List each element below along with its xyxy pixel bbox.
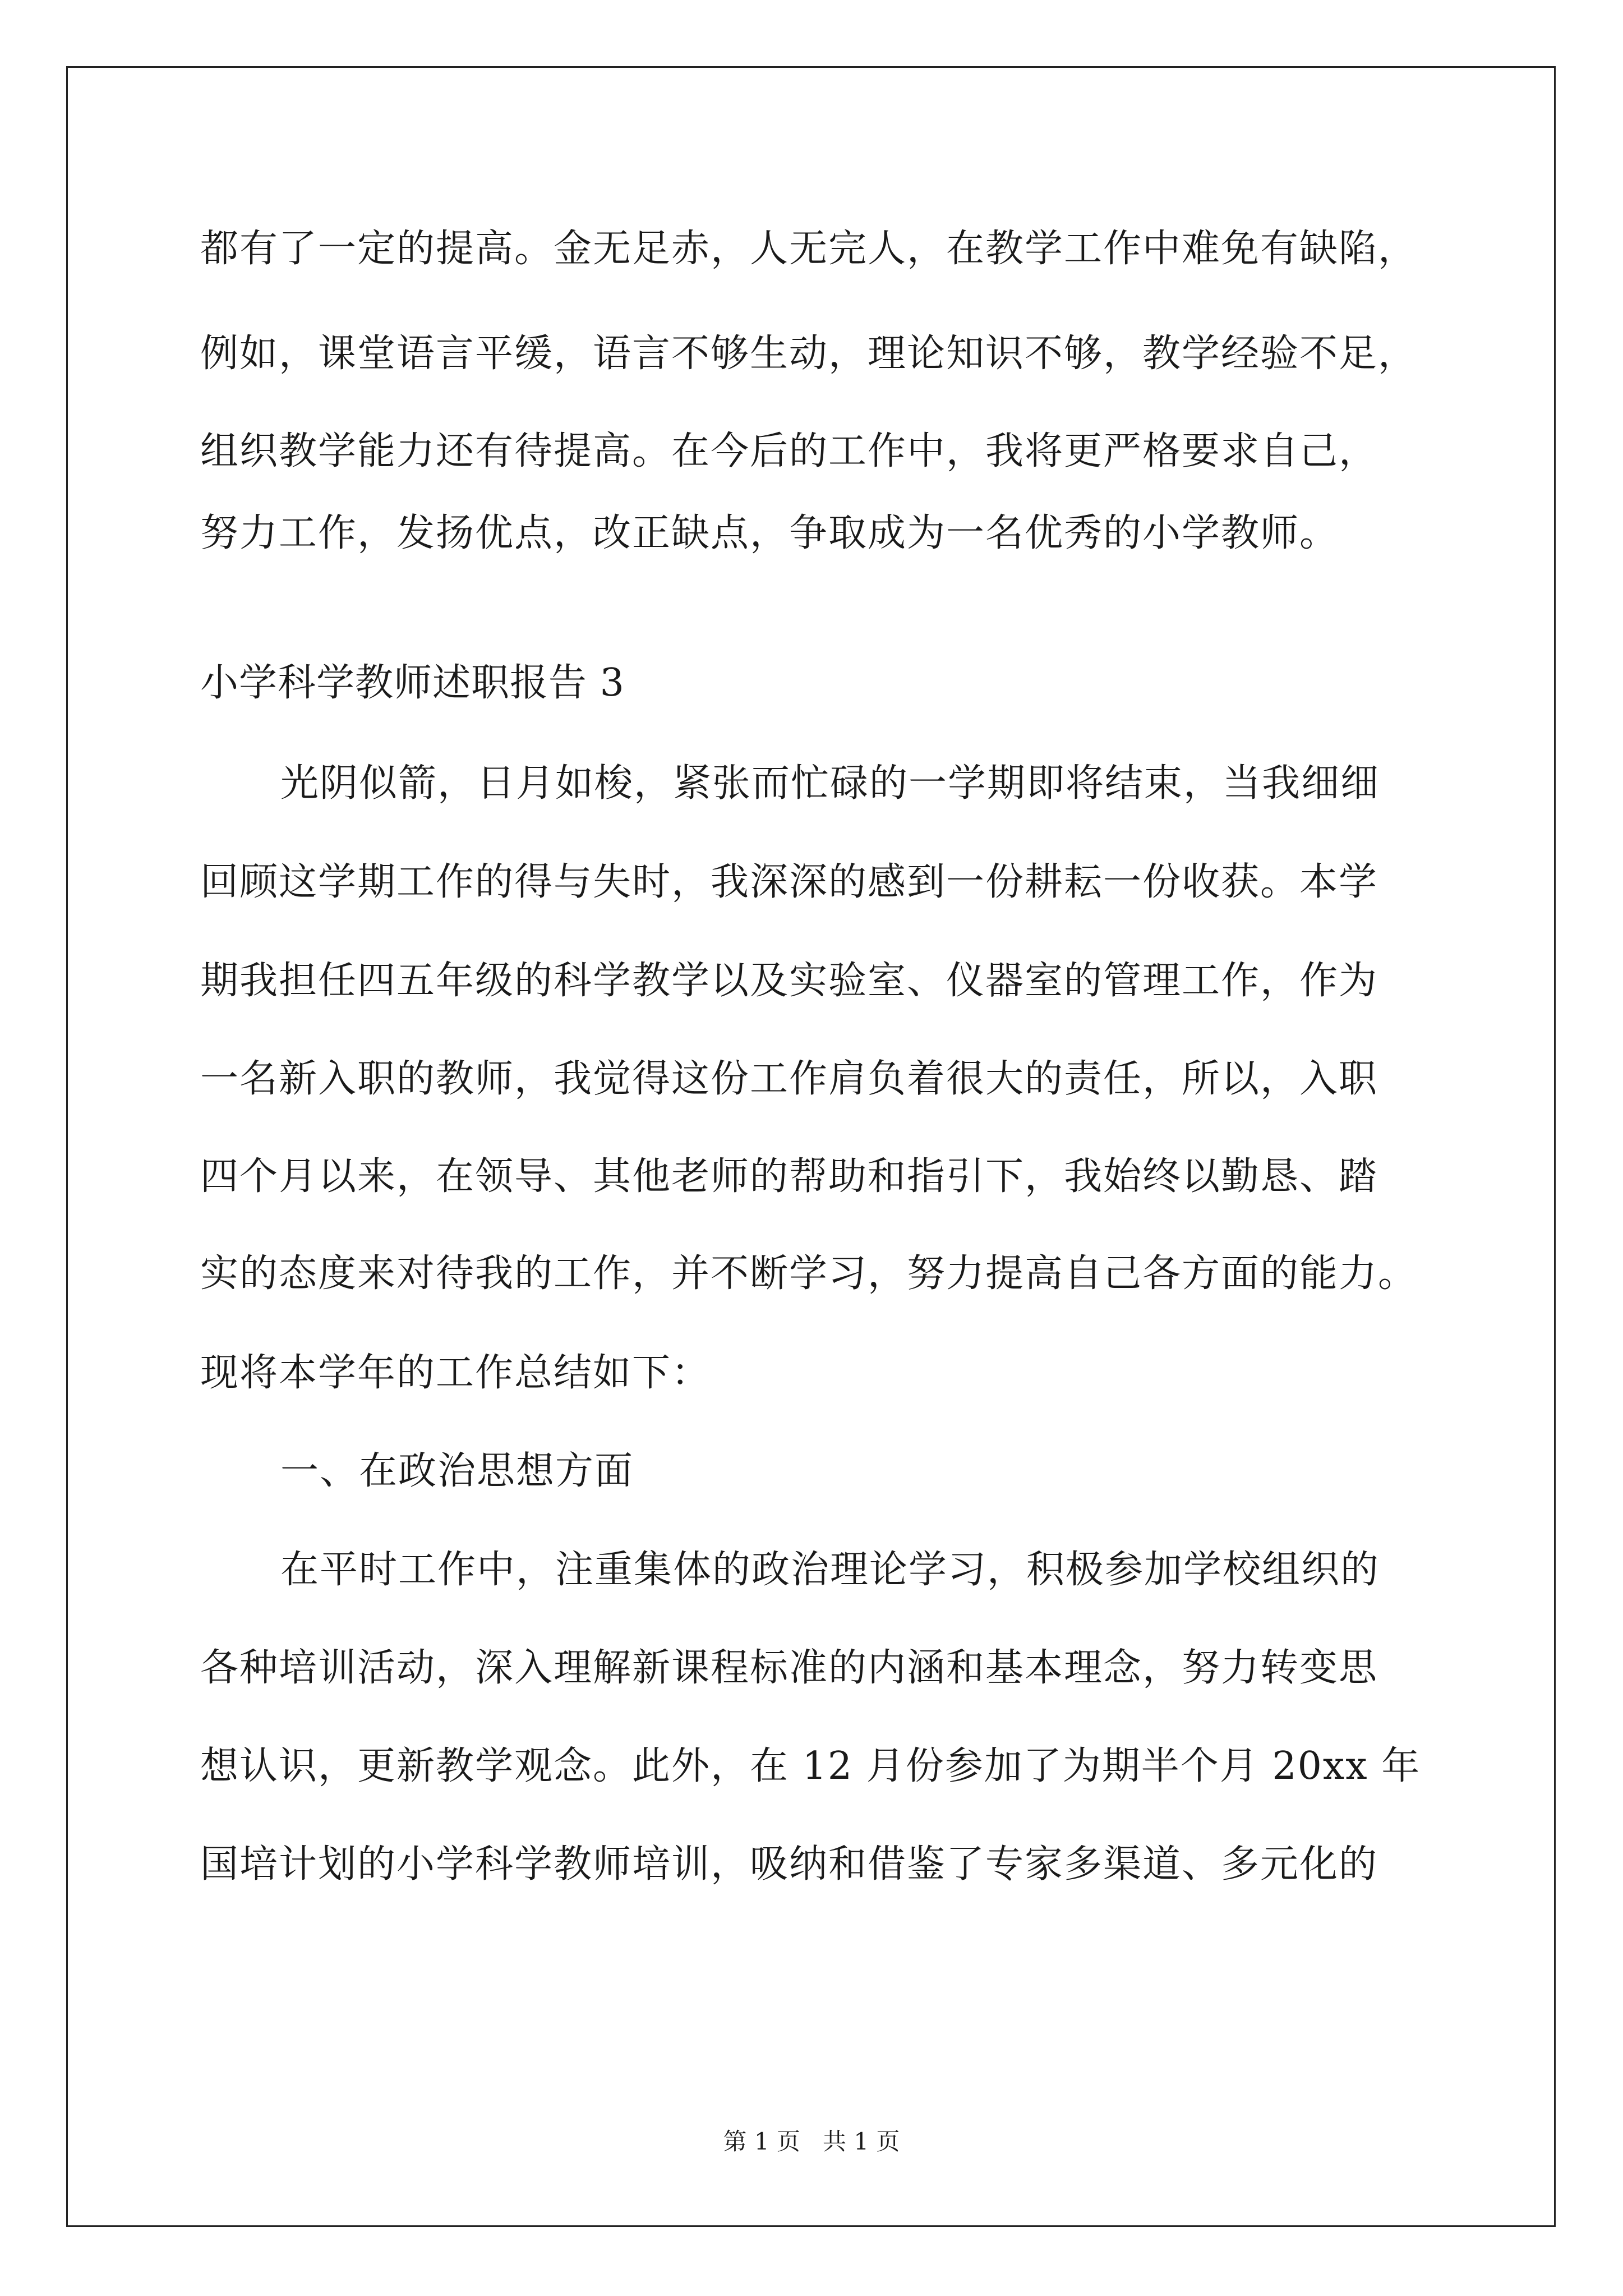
- body-line: 各种培训活动，深入理解新课程标准的内涵和基本理念，努力转变思: [200, 1646, 1378, 1690]
- page-border: [66, 66, 1556, 2227]
- body-line: 一名新入职的教师，我觉得这份工作肩负着很大的责任，所以，入职: [200, 1057, 1378, 1101]
- page-footer: 第 1 页 共 1 页: [723, 2128, 900, 2155]
- body-line: 组织教学能力还有待提高。在今后的工作中，我将更严格要求自己，: [200, 429, 1378, 473]
- body-line: 都有了一定的提高。金无足赤，人无完人，在教学工作中难免有缺陷，: [200, 227, 1418, 271]
- body-line: 国培计划的小学科学教师培训，吸纳和借鉴了专家多渠道、多元化的: [200, 1842, 1378, 1887]
- subsection-title: 一、在政治思想方面: [280, 1449, 634, 1493]
- body-line: 光阴似箭，日月如梭，紧张而忙碌的一学期即将结束，当我细细: [280, 761, 1380, 806]
- body-line: 期我担任四五年级的科学教学以及实验室、仪器室的管理工作，作为: [200, 959, 1378, 1003]
- body-line: 想认识，更新教学观念。此外，在 12 月份参加了为期半个月 20xx 年: [200, 1744, 1421, 1788]
- body-line: 例如，课堂语言平缓，语言不够生动，理论知识不够，教学经验不足，: [200, 332, 1418, 376]
- body-line: 努力工作，发扬优点，改正缺点，争取成为一名优秀的小学教师。: [200, 511, 1339, 555]
- body-line: 回顾这学期工作的得与失时，我深深的感到一份耕耘一份收获。本学: [200, 860, 1378, 904]
- body-line: 在平时工作中，注重集体的政治理论学习，积极参加学校组织的: [280, 1548, 1380, 1592]
- body-line: 现将本学年的工作总结如下：: [200, 1351, 711, 1395]
- section-title: 小学科学教师述职报告 3: [200, 661, 625, 705]
- body-line: 四个月以来，在领导、其他老师的帮助和指引下，我始终以勤恳、踏: [200, 1154, 1378, 1199]
- body-line: 实的态度来对待我的工作，并不断学习，努力提高自己各方面的能力。: [200, 1251, 1418, 1296]
